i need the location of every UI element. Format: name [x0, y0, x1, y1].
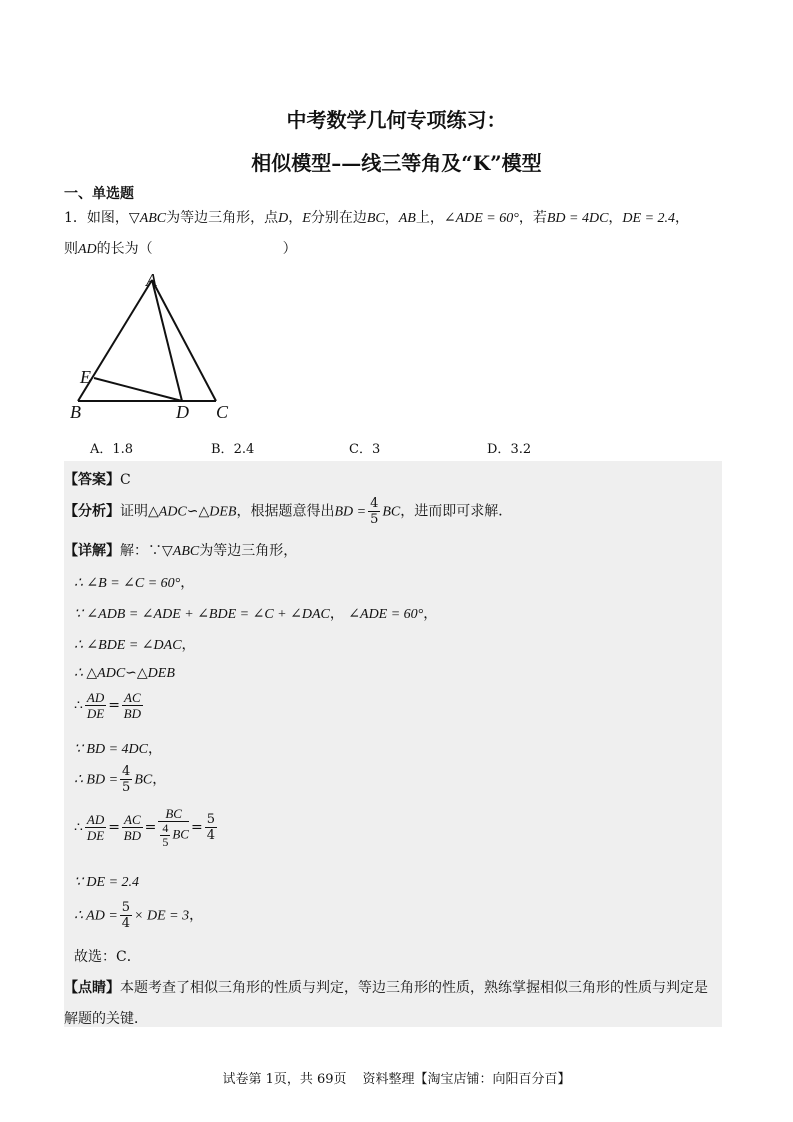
step-10: ∴ AD = $\frac{5}{4}$ × DE = 3，: [74, 900, 204, 931]
stem-math: D: [278, 211, 289, 226]
step-2: ∵ ∠ADB = ∠ADE + ∠BDE = ∠C + ∠DAC， ∠ADE = 60°，: [74, 606, 438, 622]
stem-math: AB: [398, 211, 416, 226]
question-stem-line2: [64, 238, 297, 258]
fraction: BC $\frac{4}{5}$ BC: [158, 806, 189, 849]
label-d: D: [176, 402, 189, 422]
stem-text: ，: [675, 210, 690, 226]
page-number: 试卷第 1页，共 69页: [222, 1072, 347, 1087]
stem-math: BC: [366, 211, 385, 226]
answer-label: 【答案】: [64, 472, 120, 488]
step-7: ∴ BD = $\frac{4}{5}$ BC，: [74, 764, 167, 795]
triangle-symbol: ▽: [128, 211, 140, 226]
fraction: $\frac{AD}{DE}$: [86, 690, 105, 721]
answer-line: [64, 469, 131, 489]
fraction: $\frac{4}{5}$: [162, 821, 169, 849]
step-4: ∴ △ADC∽△DEB: [74, 666, 175, 681]
label-b: B: [70, 402, 81, 422]
question-stem-line1: [64, 207, 689, 227]
stem-text: ，: [288, 210, 303, 226]
step-8: ∴ $\frac{AD}{DE}$ = $\frac{AC}{BD}$ = BC $\frac{4}{5}$ BC = $\frac{5}{4}$: [74, 806, 215, 849]
stem-text: 的长为（: [96, 241, 153, 257]
stem-text: ，: [384, 210, 399, 226]
fraction: $\frac{4}{5}$: [122, 764, 131, 795]
fraction: $\frac{5}{4}$: [206, 812, 215, 843]
question-number: 1．: [64, 210, 87, 226]
section-heading: 一、单选题: [64, 186, 134, 202]
stem-math: BD = 4DC: [546, 211, 609, 226]
detail-intro: 【详解】解：∵▽ABC为等边三角形，: [64, 543, 298, 559]
triangle-figure: [66, 268, 246, 426]
page-subtitle: 相似模型–—线三等角及“K”模型: [251, 151, 542, 175]
step-6: ∵ BD = 4DC，: [74, 741, 162, 757]
side-ac: [152, 280, 216, 401]
step-5: ∴ $\frac{AD}{DE}$ = $\frac{AC}{BD}$: [74, 690, 141, 721]
choose-line: 故选：C．: [74, 949, 141, 965]
stem-math: AD: [78, 242, 97, 257]
stem-math: ABC: [139, 211, 167, 226]
page-title: 中考数学几何专项练习：: [286, 108, 507, 132]
comment-line1: 【点睛】本题考查了相似三角形的性质与判定，等边三角形的性质，熟练掌握相似三角形的性质与判定是: [64, 980, 708, 996]
option-b: B．2.4: [211, 442, 255, 457]
fraction: $\frac{4}{5}$: [370, 496, 379, 527]
option-c: C．3: [349, 442, 381, 457]
fraction: $\frac{5}{4}$: [121, 900, 131, 931]
step-9: ∵ DE = 2.4: [74, 875, 140, 890]
stem-math: ∠ADE = 60°: [443, 211, 519, 226]
stem-text: 则: [64, 241, 78, 257]
segment-ed: [94, 378, 182, 401]
step-3: ∴ ∠BDE = ∠DAC，: [74, 637, 196, 653]
page-footer: [0, 1068, 793, 1087]
stem-text: ，: [608, 210, 623, 226]
stem-math: E: [302, 211, 311, 226]
stem-text: 如图，: [86, 210, 129, 226]
stem-text: ）: [282, 241, 297, 257]
stem-text: 为等边三角形，点: [166, 210, 279, 226]
step-1: ∴ ∠B = ∠C = 60°，: [74, 575, 195, 591]
stem-text: 分别在边: [310, 210, 367, 226]
comment-line2: 解题的关键．: [64, 1011, 148, 1027]
stem-text: ，若: [518, 210, 547, 226]
fraction: $\frac{AD}{DE}$: [86, 812, 105, 843]
label-a: A: [146, 270, 157, 290]
stem-math: DE = 2.4: [622, 211, 676, 226]
label-c: C: [216, 402, 229, 422]
fraction: $\frac{AC}{BD}$: [123, 690, 141, 721]
option-d: D．3.2: [487, 442, 532, 457]
stem-text: 上，: [415, 210, 444, 226]
fraction: $\frac{AC}{BD}$: [123, 812, 141, 843]
label-e: E: [80, 367, 91, 387]
analysis-line: 【分析】证明△ADC∽△DEB，根据题意得出BD = $\frac{4}{5}$ BC，进而即可求解．: [64, 496, 513, 527]
answer-value: C: [120, 472, 131, 488]
option-a: A．1.8: [90, 442, 134, 457]
segment-ad: [152, 280, 182, 401]
source-note: 资料整理【淘宝店铺：向阳百分百】: [362, 1072, 571, 1087]
